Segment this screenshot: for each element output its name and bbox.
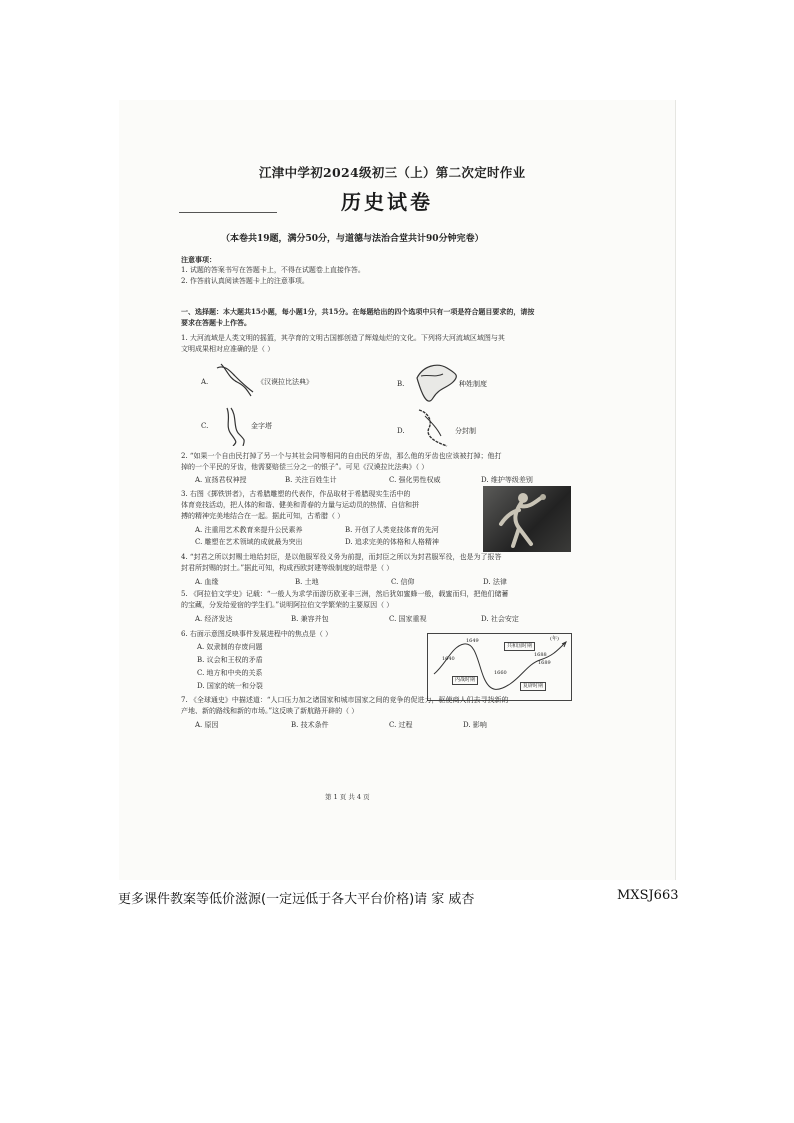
footer-code: MXSJ663 [617, 888, 679, 903]
q4-stem: 4. “封君之所以封赐土地给封臣，是以他服军役义务为前提，而封臣之所以为封君服军役，也是为了报答 [181, 553, 502, 561]
q5-option: B. 兼容并包 [291, 615, 329, 623]
section1-heading: 一、选择题：本大题共15小题，每小题1分，共15分。在每题给出的四个选项中只有一项是符合题目要求的，请按 [181, 307, 535, 316]
period-box: 内战时期 [452, 676, 478, 685]
q3-option: A. 注重用艺术教育来提升公民素养 [195, 526, 303, 534]
year-label: 1649 [466, 638, 479, 644]
q1-option-letter: D. [397, 427, 405, 435]
q5-option: A. 经济发达 [195, 615, 233, 623]
q6-option: A. 奴隶制的存废问题 [197, 643, 263, 651]
q5-stem-cont: 的宝藏，分发给爱宿的学生们。”说明阿拉伯文学繁荣的主要原因（ ） [181, 601, 394, 609]
q3-stem-cont: 体育竞技活动，把人体的和谐、健美和青春的力量与运动员的热情、自信和拼 [181, 501, 419, 509]
q6-option: D. 国家的统一和分裂 [197, 682, 263, 690]
q2-option: A. 宣扬君权神授 [195, 476, 247, 484]
q2-option: D. 维护等级差别 [481, 476, 533, 484]
q1-option-letter: B. [397, 380, 405, 388]
q7-stem: 7. 《全球通史》中描述道：“人口压力加之诸国家和城市国家之间的竞争的促进力，驱使商人们去寻找新的 [181, 696, 509, 704]
discobolus-photo [483, 486, 571, 552]
egypt-nile-map-icon [217, 406, 251, 446]
q3-stem-cont: 搏的精神完美地结合在一起。据此可知，古希腊（ ） [181, 512, 345, 520]
q7-option: D. 影响 [463, 721, 487, 729]
q4-option: B. 土地 [295, 578, 319, 586]
note-item: 1. 试题的答案书写在答题卡上，不得在试题卷上直接作答。 [181, 266, 365, 274]
scanned-exam-page [119, 100, 676, 880]
q4-option: C. 信仰 [391, 578, 415, 586]
q3-stem: 3. 右图《掷铁饼者》，古希腊雕塑的代表作，作品取材于希腊现实生活中的 [181, 490, 411, 498]
year-label: 1688 [534, 652, 547, 658]
q4-option: A. 血缘 [195, 578, 219, 586]
school-line: 江津中学初2024级初三（上）第二次定时作业 [259, 165, 526, 180]
exam-scope: （本卷共19题，满分50分，与道德与法治合堂共计90分钟完卷） [221, 234, 484, 244]
q5-option: C. 国家重视 [389, 615, 427, 623]
q6-option: B. 议会和王权的矛盾 [197, 656, 263, 664]
english-revolution-timeline-diagram [427, 633, 572, 701]
page-number: 第 1 页 共 4 页 [325, 793, 370, 801]
q7-stem-cont: 产地、新的路线和新的市场。”这反映了新航路开辟的（ ） [181, 707, 359, 715]
q7-option: A. 原因 [195, 721, 219, 729]
q3-option: D. 追求完美的体格和人格精神 [345, 538, 439, 546]
note-item: 2. 作答前认真阅读答题卡上的注意事项。 [181, 277, 309, 285]
q1-stem-cont: 文明成果相对应准确的是（ ） [181, 345, 275, 353]
q4-option: D. 法律 [483, 578, 507, 586]
q6-option: C. 地方和中央的关系 [197, 669, 263, 677]
q1-option-text: 种姓制度 [459, 380, 487, 388]
period-box: 复辟时期 [520, 682, 546, 691]
q7-option: B. 技术条件 [291, 721, 329, 729]
q1-option-text: 金字塔 [251, 422, 272, 430]
yellow-river-map-icon [413, 406, 453, 450]
discus-thrower-icon [483, 486, 571, 552]
timeline-curve [428, 634, 571, 700]
q7-option: C. 过程 [389, 721, 413, 729]
q5-stem: 5. 《阿拉伯文学史》记载：“一般人为求学而游历欧亚非三洲，然后犹如蜜蜂一般，载蜜而归，把他们储蓄 [181, 590, 509, 598]
q4-stem-cont: 封君所封赐的封土。”据此可知，构成西欧封建等级制度的纽带是（ ） [181, 564, 394, 572]
title-rule-left [179, 212, 277, 213]
q2-stem-cont: 掉的一个平民的牙齿，他需要赔偿三分之一的银子”。可见《汉谟拉比法典》（ ） [181, 463, 429, 471]
notes-title: 注意事项： [181, 255, 216, 264]
footer-advert: 更多课件教案等低价滋源(一定远低于各大平台价格)请 家 威杏 [118, 892, 475, 907]
year-label: 1689 [538, 660, 551, 666]
india-river-map-icon [413, 358, 461, 402]
q1-option-letter: A. [201, 378, 209, 386]
mesopotamia-river-map-icon [215, 362, 257, 398]
year-unit: (年) [550, 636, 559, 642]
section1-heading-cont: 要求在答题卡上作答。 [181, 318, 251, 327]
year-label: 1660 [494, 670, 507, 676]
q3-option: B. 开创了人类竞技体育的先河 [345, 526, 439, 534]
q1-stem: 1. 大河流域是人类文明的摇篮，其孕育的文明古国都创造了辉煌灿烂的文化。下列将大河流域区域图与其 [181, 334, 505, 342]
q6-stem: 6. 右面示意图反映事件发展进程中的焦点是（ ） [181, 630, 333, 638]
q5-option: D. 社会安定 [481, 615, 519, 623]
subject-title: 历史试卷 [341, 190, 433, 214]
q3-option: C. 雕塑在艺术领域的成就最为突出 [195, 538, 303, 546]
q1-option-text: 分封制 [455, 427, 476, 435]
q2-option: B. 关注百姓生计 [285, 476, 337, 484]
q2-stem: 2. “如果一个自由民打掉了另一个与其社会同等相同的自由民的牙齿，那么他的牙齿也应该被打掉；他打 [181, 452, 502, 460]
q2-option: C. 强化男性权威 [389, 476, 441, 484]
period-box: 共和国时期 [504, 642, 535, 651]
q1-option-text: 《汉谟拉比法典》 [257, 378, 313, 386]
q1-option-letter: C. [201, 422, 209, 430]
year-label: 1640 [442, 656, 455, 662]
